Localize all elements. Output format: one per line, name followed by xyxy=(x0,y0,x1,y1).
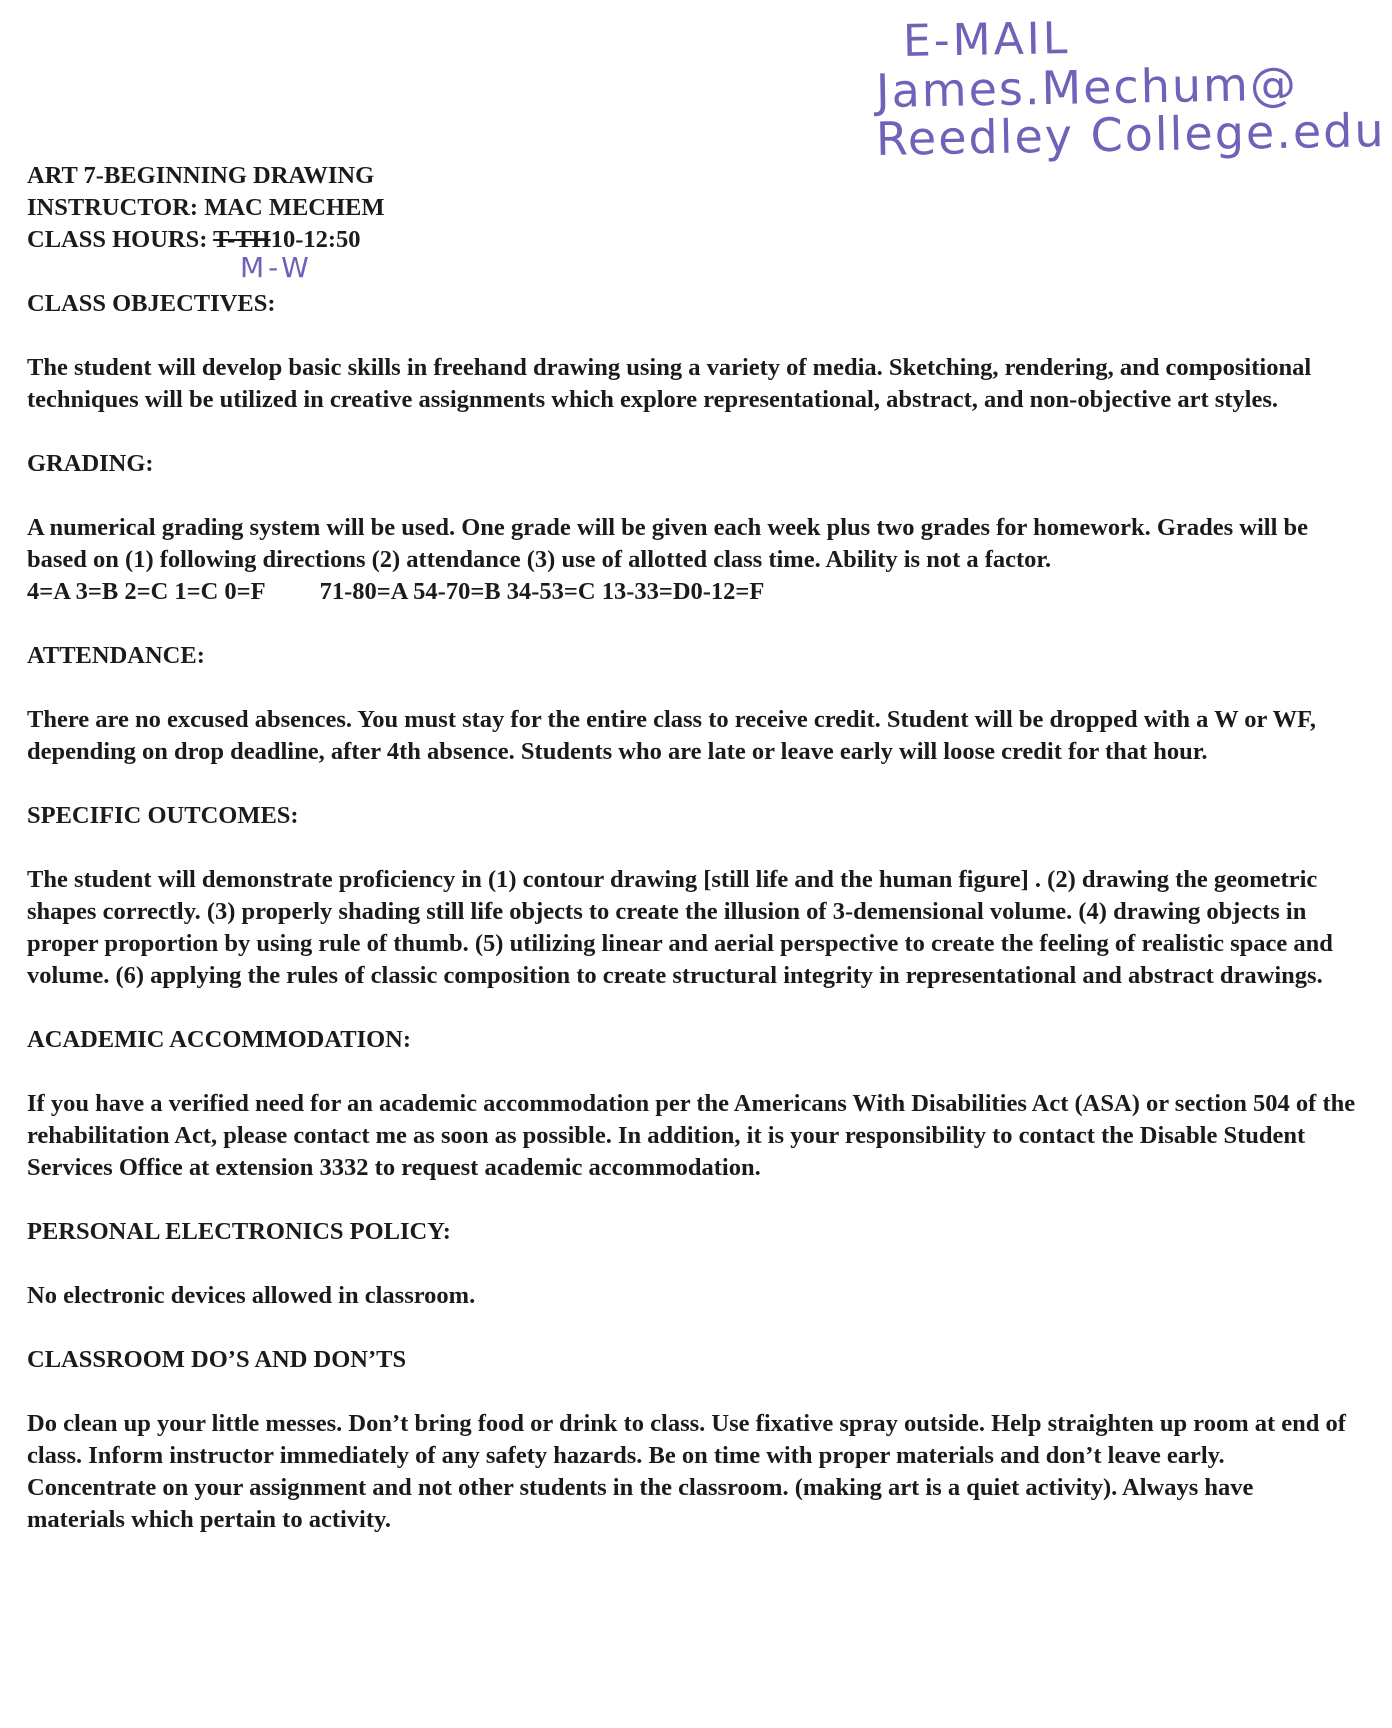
grading-scale-total: 71-80=A 54-70=B 34-53=C 13-33=D0-12=F xyxy=(319,578,765,605)
accommodation-heading: ACADEMIC ACCOMMODATION: xyxy=(27,1026,412,1053)
class-hours-label: CLASS HOURS: xyxy=(27,226,214,253)
syllabus-body xyxy=(27,160,1357,1536)
grading-text: A numerical grading system will be used. One grade will be given each week plus two grades for homework. Grades will be based on (1) following directions (2) attendance (3) use of allotted class time. Ability is not a factor. xyxy=(27,514,1308,573)
class-hours-line xyxy=(27,224,1357,256)
grading-scale xyxy=(27,576,1357,608)
class-hours-time: 10-12:50 xyxy=(270,226,361,253)
dos-donts-heading: CLASSROOM DO’S AND DON’TS xyxy=(27,1346,407,1373)
course-header xyxy=(27,160,1357,284)
class-days-struck: T-TH xyxy=(213,226,271,253)
grading-heading: GRADING: xyxy=(27,450,154,477)
instructor-line: INSTRUCTOR: MAC MECHEM xyxy=(27,194,385,221)
handwritten-email-domain: Reedley College.edu xyxy=(875,103,1386,166)
handwritten-days-correction: M-W xyxy=(240,251,313,284)
handwritten-email-label: E-MAIL xyxy=(902,13,1071,67)
dos-donts-text: Do clean up your little messes. Don’t bring food or drink to class. Use fixative spray outside. Help straighten up room at end of class. Inform instructor immediately of any safety hazards. Be on time with proper materials and don’t leave early. Concentrate on your assignment and not other students in the classroom. (making art is a quiet activity). Always have materials which pertain to activity. xyxy=(27,1410,1346,1533)
accommodation-text: If you have a verified need for an academic accommodation per the Americans With Disabilities Act (ASA) or section 504 of the rehabilitation Act, please contact me as soon as possible. In addition, it is your responsibility to contact the Disable Student Services Office at extension 3332 to request academic accommodation. xyxy=(27,1090,1356,1181)
course-title: ART 7-BEGINNING DRAWING xyxy=(27,162,375,189)
objectives-heading: CLASS OBJECTIVES: xyxy=(27,290,276,317)
attendance-text: There are no excused absences. You must stay for the entire class to receive credit. Student will be dropped with a W or WF, depending on drop deadline, after 4th absence. Students who are late or leave early will loose credit for that hour. xyxy=(27,706,1316,765)
handwritten-email-user: James.Mechum@ xyxy=(875,56,1299,118)
electronics-heading: PERSONAL ELECTRONICS POLICY: xyxy=(27,1218,451,1245)
electronics-text: No electronic devices allowed in classroom. xyxy=(27,1282,476,1309)
outcomes-heading: SPECIFIC OUTCOMES: xyxy=(27,802,299,829)
objectives-text: The student will develop basic skills in freehand drawing using a variety of media. Sketching, rendering, and compositional techniques will be utilized in creative assignments which explore representational, abstract, and non-objective art styles. xyxy=(27,354,1312,413)
attendance-heading: ATTENDANCE: xyxy=(27,642,205,669)
grading-scale-weekly: 4=A 3=B 2=C 1=C 0=F xyxy=(27,578,266,605)
outcomes-text: The student will demonstrate proficiency in (1) contour drawing [still life and the human figure] . (2) drawing the geometric shapes correctly. (3) properly shading still life objects to create the illusion of 3-demensional volume. (4) drawing objects in proper proportion by using rule of thumb. (5) utilizing linear and aerial perspective to create the feeling of realistic space and volume. (6) applying the rules of classic composition to create structural integrity in representational and abstract drawings. xyxy=(27,866,1333,989)
